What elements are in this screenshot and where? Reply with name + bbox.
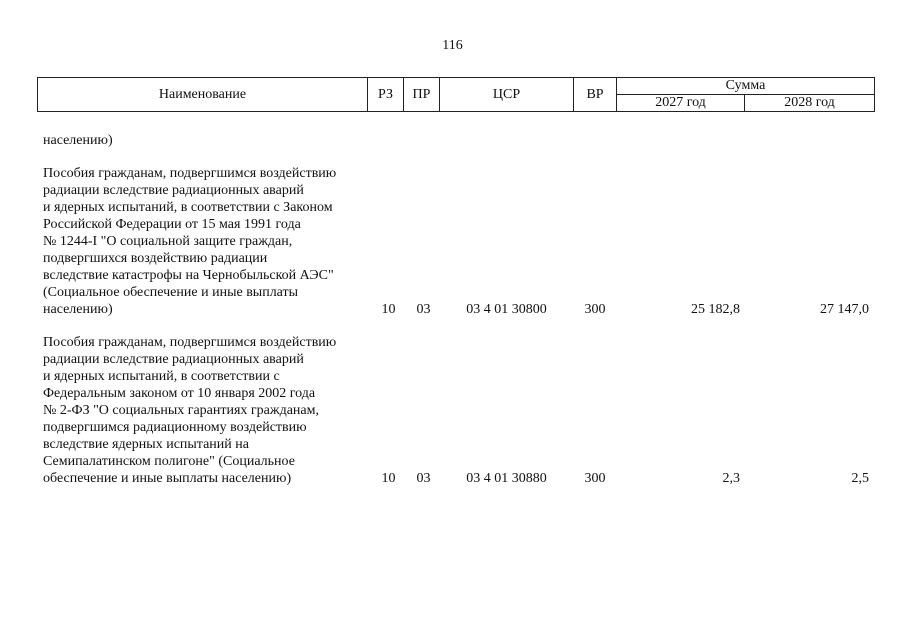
row-name-line: подвергшимся радиационному воздействию [43,420,307,435]
page-number: 116 [442,38,463,53]
row-name-line: Федеральным законом от 10 января 2002 года [43,386,316,401]
row-name-line: № 2-ФЗ "О социальных гарантиях гражданам, [43,403,319,418]
row-name-line: Пособия гражданам, подвергшимся воздействию [43,335,337,350]
row-sum-2028: 27 147,0 [820,302,869,317]
header-year-2027: 2027 год [617,95,745,112]
row-name-line: вследствие ядерных испытаний на [43,437,249,452]
row-name-line: населению) [43,302,113,317]
row-vr: 300 [584,302,606,317]
row-rz: 10 [381,471,396,486]
row-csr: 03 4 01 30800 [466,302,547,317]
continuation-text: населению) [43,133,113,148]
row-name-line: и ядерных испытаний, в соответствии с Законом [43,200,333,215]
row-pr: 03 [416,471,431,486]
row-name-line: обеспечение и иные выплаты населению) [43,471,292,486]
row-name-line: (Социальное обеспечение и иные выплаты [43,285,299,300]
row-rz: 10 [381,302,396,317]
row-pr: 03 [416,302,431,317]
row-sum-2027: 25 182,8 [691,302,740,317]
row-name-line: Российской Федерации от 15 мая 1991 года [43,217,301,232]
row-name-line: Семипалатинском полигоне" (Социальное [43,454,295,469]
row-name-line: радиации вследствие радиационных аварий [43,183,304,198]
row-name-line: радиации вследствие радиационных аварий [43,352,304,367]
table-header [37,77,875,112]
header-csr: ЦСР [440,78,574,112]
row-sum-2028: 2,5 [851,471,869,486]
row-vr: 300 [584,471,606,486]
row-name [43,334,373,487]
row-csr: 03 4 01 30880 [466,471,547,486]
header-sum: Сумма [617,78,875,95]
header-pr: ПР [404,78,440,112]
row-name [43,165,373,318]
row-name-line: Пособия гражданам, подвергшимся воздействию [43,166,337,181]
header-year-2028: 2028 год [745,95,875,112]
header-vr: ВР [574,78,617,112]
row-name-line: вследствие катастрофы на Чернобыльской АЭС" [43,268,334,283]
row-sum-2027: 2,3 [722,471,740,486]
header-rz: РЗ [368,78,404,112]
row-name-line: подвергшихся воздействию радиации [43,251,268,266]
header-name: Наименование [38,78,368,112]
row-name-line: № 1244-I "О социальной защите граждан, [43,234,293,249]
row-name-line: и ядерных испытаний, в соответствии с [43,369,280,384]
